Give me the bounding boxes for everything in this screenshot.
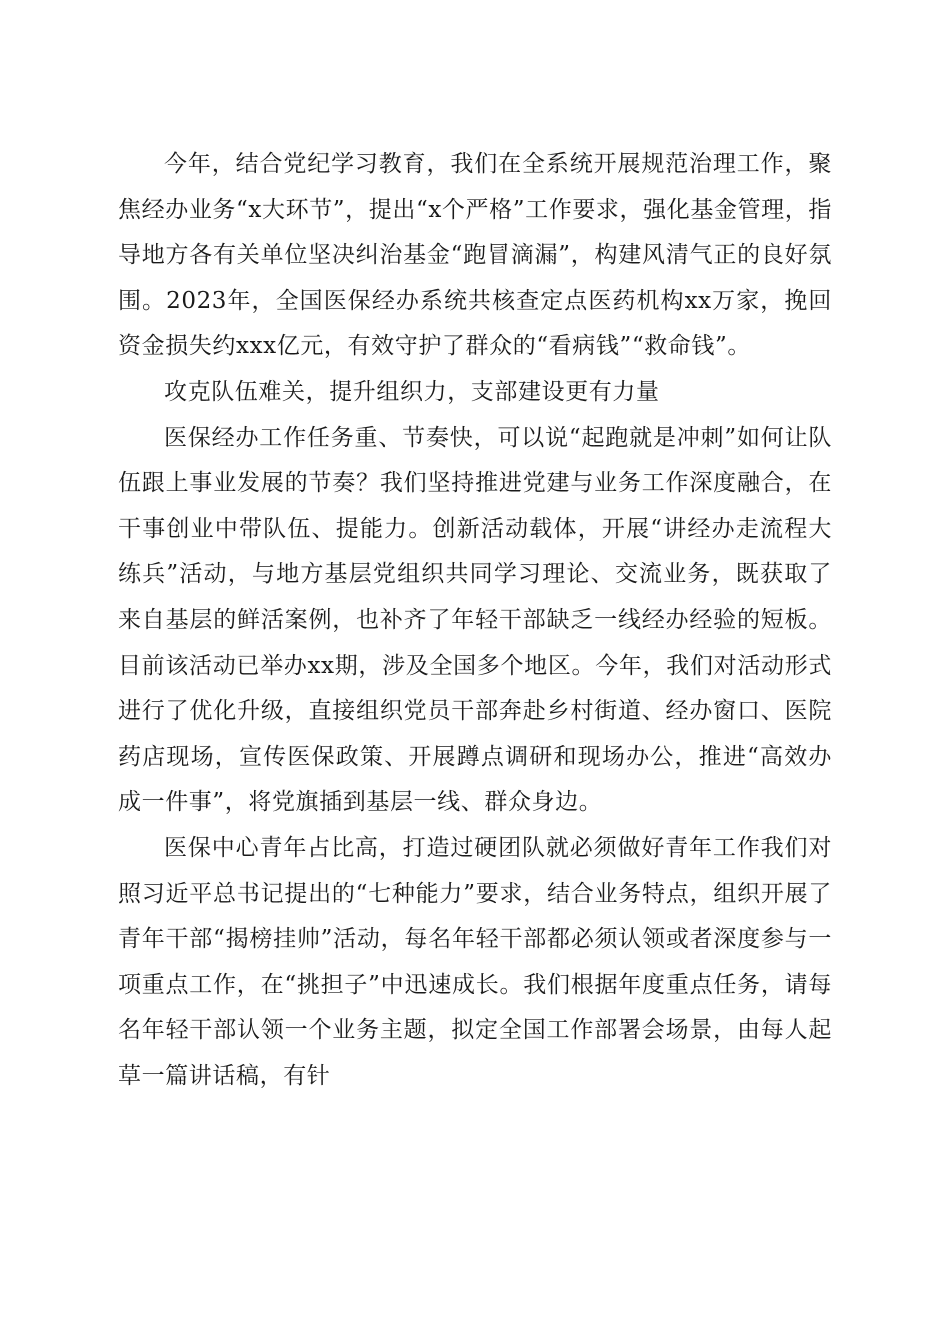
paragraph-governance: 今年，结合党纪学习教育，我们在全系统开展规范治理工作，聚焦经办业务“x大环节”，提出“x个严格”工作要求，强化基金管理，指导地方各有关单位坚决纠治基金“跑冒滴漏”，构建风清气正的良好氛围。2023年，全国医保经办系统共核查定点医药机构xx万家，挽回资金损失约xxx亿元，有效守护了群众的“看病钱”“救命钱”。 [118, 151, 832, 360]
section-heading: 攻克队伍难关，提升组织力，支部建设更有力量 [164, 378, 660, 405]
paragraph-youth-work: 医保中心青年占比高，打造过硬团队就必须做好青年工作我们对照习近平总书记提出的“七种能力”要求，结合业务特点，组织开展了青年干部“揭榜挂帅”活动，每名年轻干部都必须认领或者深度参与一项重点工作，在“挑担子”中迅速成长。我们根据年度重点任务，请每名年轻干部认领一个业务主题，拟定全国工作部署会场景，由每人起草一篇讲话稿，有针 [118, 834, 832, 1089]
document-body [118, 142, 832, 1099]
paragraph-team-building: 医保经办工作任务重、节奏快，可以说“起跑就是冲刺”如何让队伍跟上事业发展的节奏？我们坚持推进党建与业务工作深度融合，在干事创业中带队伍、提能力。创新活动载体，开展“讲经办走流程大练兵”活动，与地方基层党组织共同学习理论、交流业务，既获取了来自基层的鲜活案例，也补齐了年轻干部缺乏一线经办经验的短板。目前该活动已举办xx期，涉及全国多个地区。今年，我们对活动形式进行了优化升级，直接组织党员干部奔赴乡村街道、经办窗口、医院药店现场，宣传医保政策、开展蹲点调研和现场办公，推进“高效办成一件事”，将党旗插到基层一线、群众身边。 [118, 424, 832, 816]
